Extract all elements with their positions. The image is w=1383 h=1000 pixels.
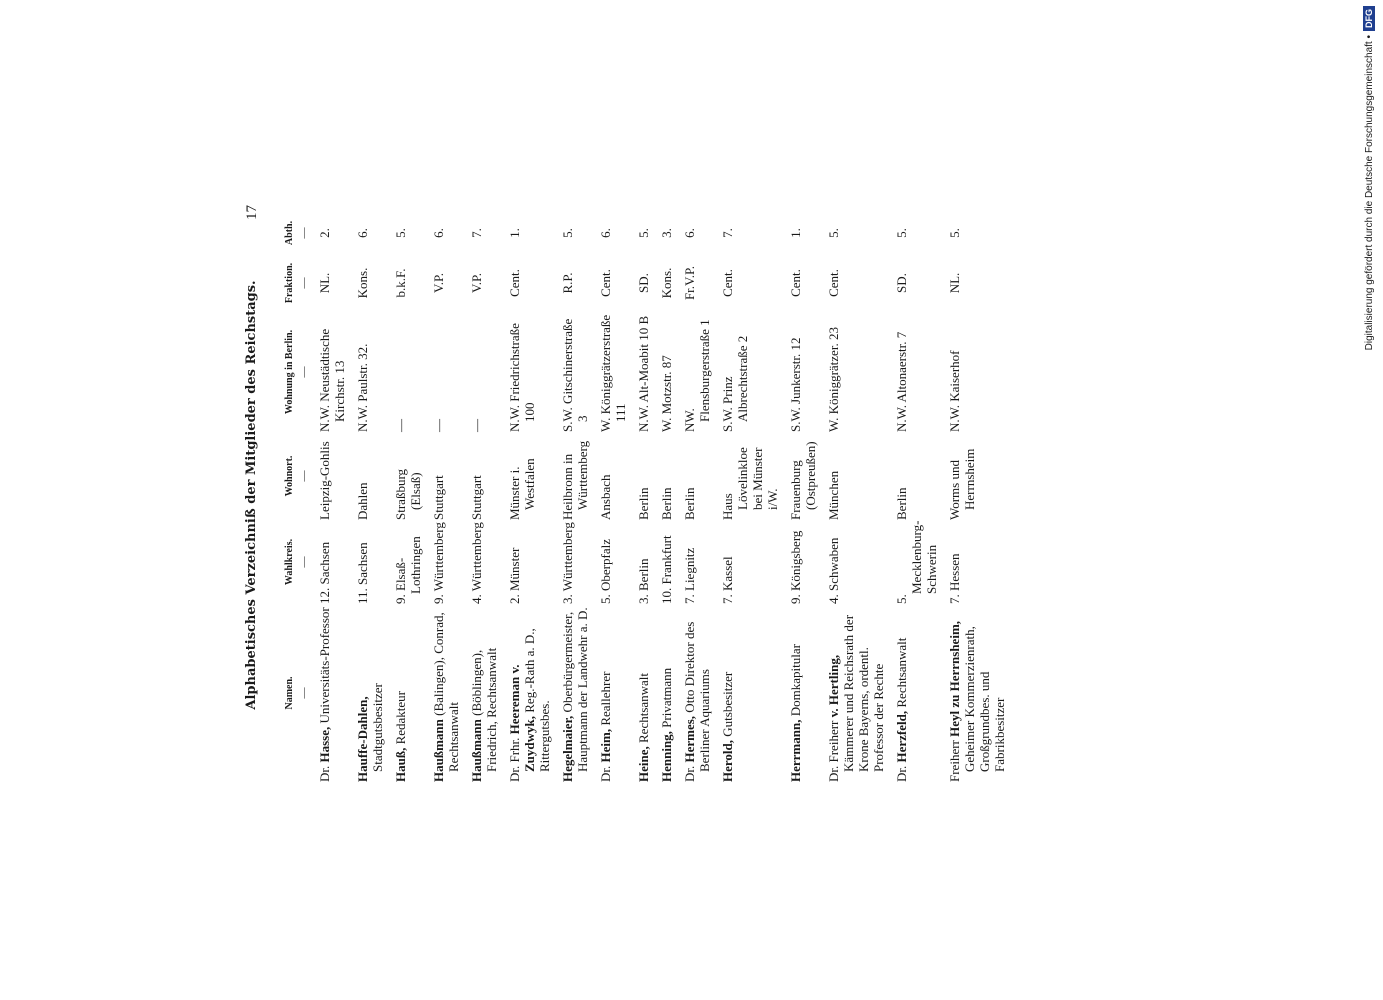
header-fraktion: Fraktion. —: [284, 262, 310, 304]
table-row: [316, 212, 354, 782]
header-name: Namen. —: [284, 676, 310, 710]
page-number: 17: [244, 205, 260, 220]
member-name-cell: [354, 604, 392, 782]
abth-cell: 5.: [560, 228, 575, 238]
wohnort-cell: Worms und Herrnsheim: [947, 448, 977, 520]
member-name: Hasse,: [317, 726, 332, 763]
member-name-cell: [658, 604, 681, 782]
wohnung-cell: NW. Flensburgerstraße 1: [682, 319, 712, 432]
wohnung-cell: W. Königgrätzerstraße 111: [598, 314, 628, 432]
wohnung-cell: —: [431, 419, 446, 432]
wahlkreis-cell: 10. Frankfurt: [659, 535, 674, 604]
abth-cell: 7.: [469, 228, 484, 238]
member-name: v. Hertling,: [826, 654, 841, 718]
member-name: Hauffe-Dahlen,: [355, 696, 370, 782]
wahlkreis-cell: 3. Württemberg: [560, 522, 575, 604]
member-name-cell: [392, 604, 430, 782]
member-name: Heine,: [636, 746, 651, 782]
table-row: [468, 212, 506, 782]
wohnung-cell: S.W. Prinz Albrechtstraße 2: [720, 335, 750, 432]
wohnort-cell: Stuttgart: [469, 475, 484, 520]
member-name-cell: [559, 604, 597, 782]
member-title: Rechtsanwalt: [636, 672, 651, 747]
abth-cell: 3.: [659, 228, 674, 238]
fraktion-cell: V.P.: [469, 273, 484, 294]
wohnung-cell: W. Motzstr. 87: [659, 355, 674, 432]
wahlkreis-cell: 5. Oberpfalz: [598, 539, 613, 604]
member-name: Hermes,: [682, 715, 697, 763]
wahlkreis-cell: 9. Königsberg: [788, 530, 803, 604]
page-title: Alphabetisches Verzeichniß der Mitglieder des Reichstags.: [244, 280, 259, 710]
abth-cell: 6.: [598, 228, 613, 238]
wohnort-cell: Frauenburg (Ostpreußen): [788, 441, 818, 520]
member-name: Haußmann: [469, 719, 484, 782]
header-wahlkreis: Wahlkreis. —: [284, 538, 310, 586]
member-title: Universitäts-Professor: [317, 607, 332, 727]
fraktion-cell: SD.: [894, 273, 909, 293]
member-name: Herrmann,: [788, 719, 803, 782]
name-prefix: Dr.: [894, 762, 909, 782]
member-title: Reallehrer: [598, 671, 613, 729]
table-row: [787, 212, 825, 782]
table-row: [719, 212, 787, 782]
wohnort-cell: Berlin: [659, 487, 674, 520]
wohnung-cell: —: [469, 419, 484, 432]
fraktion-cell: Fr.V.P.: [682, 265, 697, 301]
wohnung-cell: W. Königgrätzer. 23: [826, 327, 841, 432]
wahlkreis-cell: 11. Sachsen: [355, 542, 370, 604]
wohnung-cell: N.W. Paulstr. 32.: [355, 343, 370, 432]
table-row: [825, 212, 893, 782]
fraktion-cell: R.P.: [560, 272, 575, 294]
member-name: Herzfeld,: [894, 710, 909, 763]
table-row: [946, 212, 1014, 782]
abth-cell: 6.: [431, 228, 446, 238]
wahlkreis-cell: 4. Schwaben: [826, 537, 841, 604]
wohnort-cell: Dahlen: [355, 482, 370, 520]
member-title: Rechtsanwalt: [894, 637, 909, 711]
header-wohnung: Wohnung in Berlin. —: [284, 329, 310, 415]
wohnort-cell: München: [826, 470, 841, 520]
member-name-cell: [506, 604, 559, 782]
wohnort-cell: Haus Lövelinkloe bei Münster i/W.: [720, 447, 780, 520]
abth-cell: 1.: [507, 228, 522, 238]
table-row: [559, 212, 597, 782]
member-title: Privatmann: [659, 667, 674, 732]
wohnung-cell: N.W. Neustädtische Kirchstr. 13: [317, 328, 347, 432]
fraktion-cell: Cent.: [507, 269, 522, 297]
abth-cell: 5.: [826, 228, 841, 238]
name-prefix: Freiherr: [947, 736, 962, 782]
member-title: (Böblingen), Friedrich, Rechtsanwalt: [469, 647, 499, 772]
fraktion-cell: Cent.: [826, 269, 841, 297]
name-prefix: Dr.: [598, 762, 613, 782]
dfg-footer: [1363, 6, 1381, 398]
abth-cell: 6.: [682, 228, 697, 238]
member-title: Oberbürgermeister, Hauptmann der Landwehr a. D.: [560, 607, 590, 772]
member-name-cell: [787, 604, 825, 782]
member-name: Heim,: [598, 728, 613, 763]
member-name-cell: [681, 604, 719, 782]
member-name-cell: [946, 604, 1014, 782]
wohnung-cell: —: [393, 419, 408, 432]
table-row: [506, 212, 559, 782]
wahlkreis-cell: 7. Hessen: [947, 553, 962, 604]
wohnung-cell: S.W. Gitschinerstraße 3: [560, 318, 590, 432]
name-prefix: Dr. Freiherr: [826, 717, 841, 782]
abth-cell: 5.: [947, 228, 962, 238]
member-name: Hegelmaier,: [560, 715, 575, 782]
abth-cell: 5.: [894, 228, 909, 238]
member-name-cell: [893, 604, 946, 782]
fraktion-cell: b.k.F.: [393, 268, 408, 298]
wahlkreis-cell: 9. Elsaß-Lothringen: [393, 536, 423, 604]
wohnort-cell: Berlin: [636, 487, 651, 520]
name-prefix: Dr.: [317, 762, 332, 782]
header-wohnort: Wohnort. —: [284, 455, 310, 497]
wahlkreis-cell: 7. Liegnitz: [682, 547, 697, 604]
member-name: Hauß,: [393, 747, 408, 782]
member-title: (Balingen), Conrad, Rechtsanwalt: [431, 612, 461, 772]
table-row: [354, 212, 392, 782]
wohnung-cell: N.W. Friedrichstraße 100: [507, 323, 537, 432]
wahlkreis-cell: 2. Münster: [507, 547, 522, 604]
member-name-cell: [719, 604, 787, 782]
member-name: Herold,: [720, 739, 735, 782]
member-name-cell: [316, 604, 354, 782]
wohnort-cell: Ansbach: [598, 474, 613, 520]
table-row: [392, 212, 430, 782]
member-name: Henning,: [659, 731, 674, 782]
member-name-cell: [468, 604, 506, 782]
wohnort-cell: Heilbronn in Württemberg: [560, 440, 590, 520]
member-name-cell: [597, 604, 635, 782]
member-name: Heyl zu Herrnsheim,: [947, 620, 962, 737]
member-name-cell: [825, 604, 893, 782]
member-title: Otto Direktor des Berliner Aquariums: [682, 621, 712, 772]
header-abth: Abth. —: [284, 220, 310, 246]
member-title: Redakteur: [393, 691, 408, 748]
abth-cell: 7.: [720, 228, 735, 238]
fraktion-cell: NL.: [317, 272, 332, 294]
table-row: [893, 212, 946, 782]
abth-cell: 2.: [317, 228, 332, 238]
name-prefix: Dr.: [682, 762, 697, 782]
members-table: [280, 212, 1014, 782]
table-row: [658, 212, 681, 782]
rotated-page: [240, 200, 1110, 790]
member-title: Domkapitular: [788, 644, 803, 720]
name-prefix: Dr. Frhr.: [507, 734, 522, 782]
wahlkreis-cell: 4. Württemberg: [469, 522, 484, 604]
abth-cell: 5.: [636, 228, 651, 238]
wohnort-cell: Stuttgart: [431, 475, 446, 520]
fraktion-cell: Cent.: [598, 269, 613, 297]
table-row: [597, 212, 635, 782]
table-row: [681, 212, 719, 782]
wahlkreis-cell: 9. Württemberg: [431, 522, 446, 604]
wahlkreis-cell: 12. Sachsen: [317, 541, 332, 604]
wahlkreis-cell: 5. Mecklenburg-Schwerin: [894, 520, 939, 604]
fraktion-cell: Kons.: [659, 267, 674, 299]
member-title: Geheimer Kommerzienrath, Großgrundbes. und Fabrikbesitzer: [962, 626, 1007, 772]
fraktion-cell: Cent.: [720, 269, 735, 297]
member-name-cell: [635, 604, 658, 782]
wohnort-cell: Berlin: [894, 487, 909, 520]
wohnort-cell: Straßburg (Elsaß): [393, 468, 423, 520]
wohnung-cell: N.W. Altonaerstr. 7: [894, 331, 909, 432]
member-name: Haußmann: [431, 719, 446, 782]
member-name: Heereman v. Zuydwyk,: [507, 664, 537, 772]
fraktion-cell: NL.: [947, 272, 962, 294]
member-name-cell: [430, 604, 468, 782]
fraktion-cell: Kons.: [355, 267, 370, 299]
table-header-row: [280, 212, 316, 782]
fraktion-cell: Cent.: [788, 269, 803, 297]
table-row: [430, 212, 468, 782]
member-title: Kämmerer und Reichsrath der Krone Bayerns, ordentl. Professor der Rechte: [841, 614, 886, 772]
wohnung-cell: S.W. Junkerstr. 12: [788, 337, 803, 432]
member-title: Stadtgutsbesitzer: [370, 683, 385, 772]
wohnung-cell: N.W. Kaiserhof: [947, 350, 962, 432]
wohnort-cell: Leipzig-Gohlis: [317, 441, 332, 520]
fraktion-cell: V.P.: [431, 273, 446, 294]
table-row: [635, 212, 658, 782]
wohnung-cell: N.W. Alt-Moabit 10 B: [636, 315, 651, 432]
wohnort-cell: Münster i. Westfalen: [507, 458, 537, 520]
member-title: Reg.-Rath a. D., Rittergutsbes.: [522, 628, 552, 772]
fraktion-cell: SD.: [636, 273, 651, 293]
abth-cell: 6.: [355, 228, 370, 238]
dfg-logo: DFG: [1363, 6, 1375, 31]
abth-cell: 5.: [393, 228, 408, 238]
wahlkreis-cell: 3. Berlin: [636, 558, 651, 604]
abth-cell: 1.: [788, 228, 803, 238]
wohnort-cell: Berlin: [682, 487, 697, 520]
member-title: Gutsbesitzer: [720, 671, 735, 740]
wahlkreis-cell: 7. Kassel: [720, 556, 735, 604]
dfg-footer-text: Digitalisierung gefördert durch die Deutsche Forschungsgemeinschaft •: [1364, 35, 1375, 351]
